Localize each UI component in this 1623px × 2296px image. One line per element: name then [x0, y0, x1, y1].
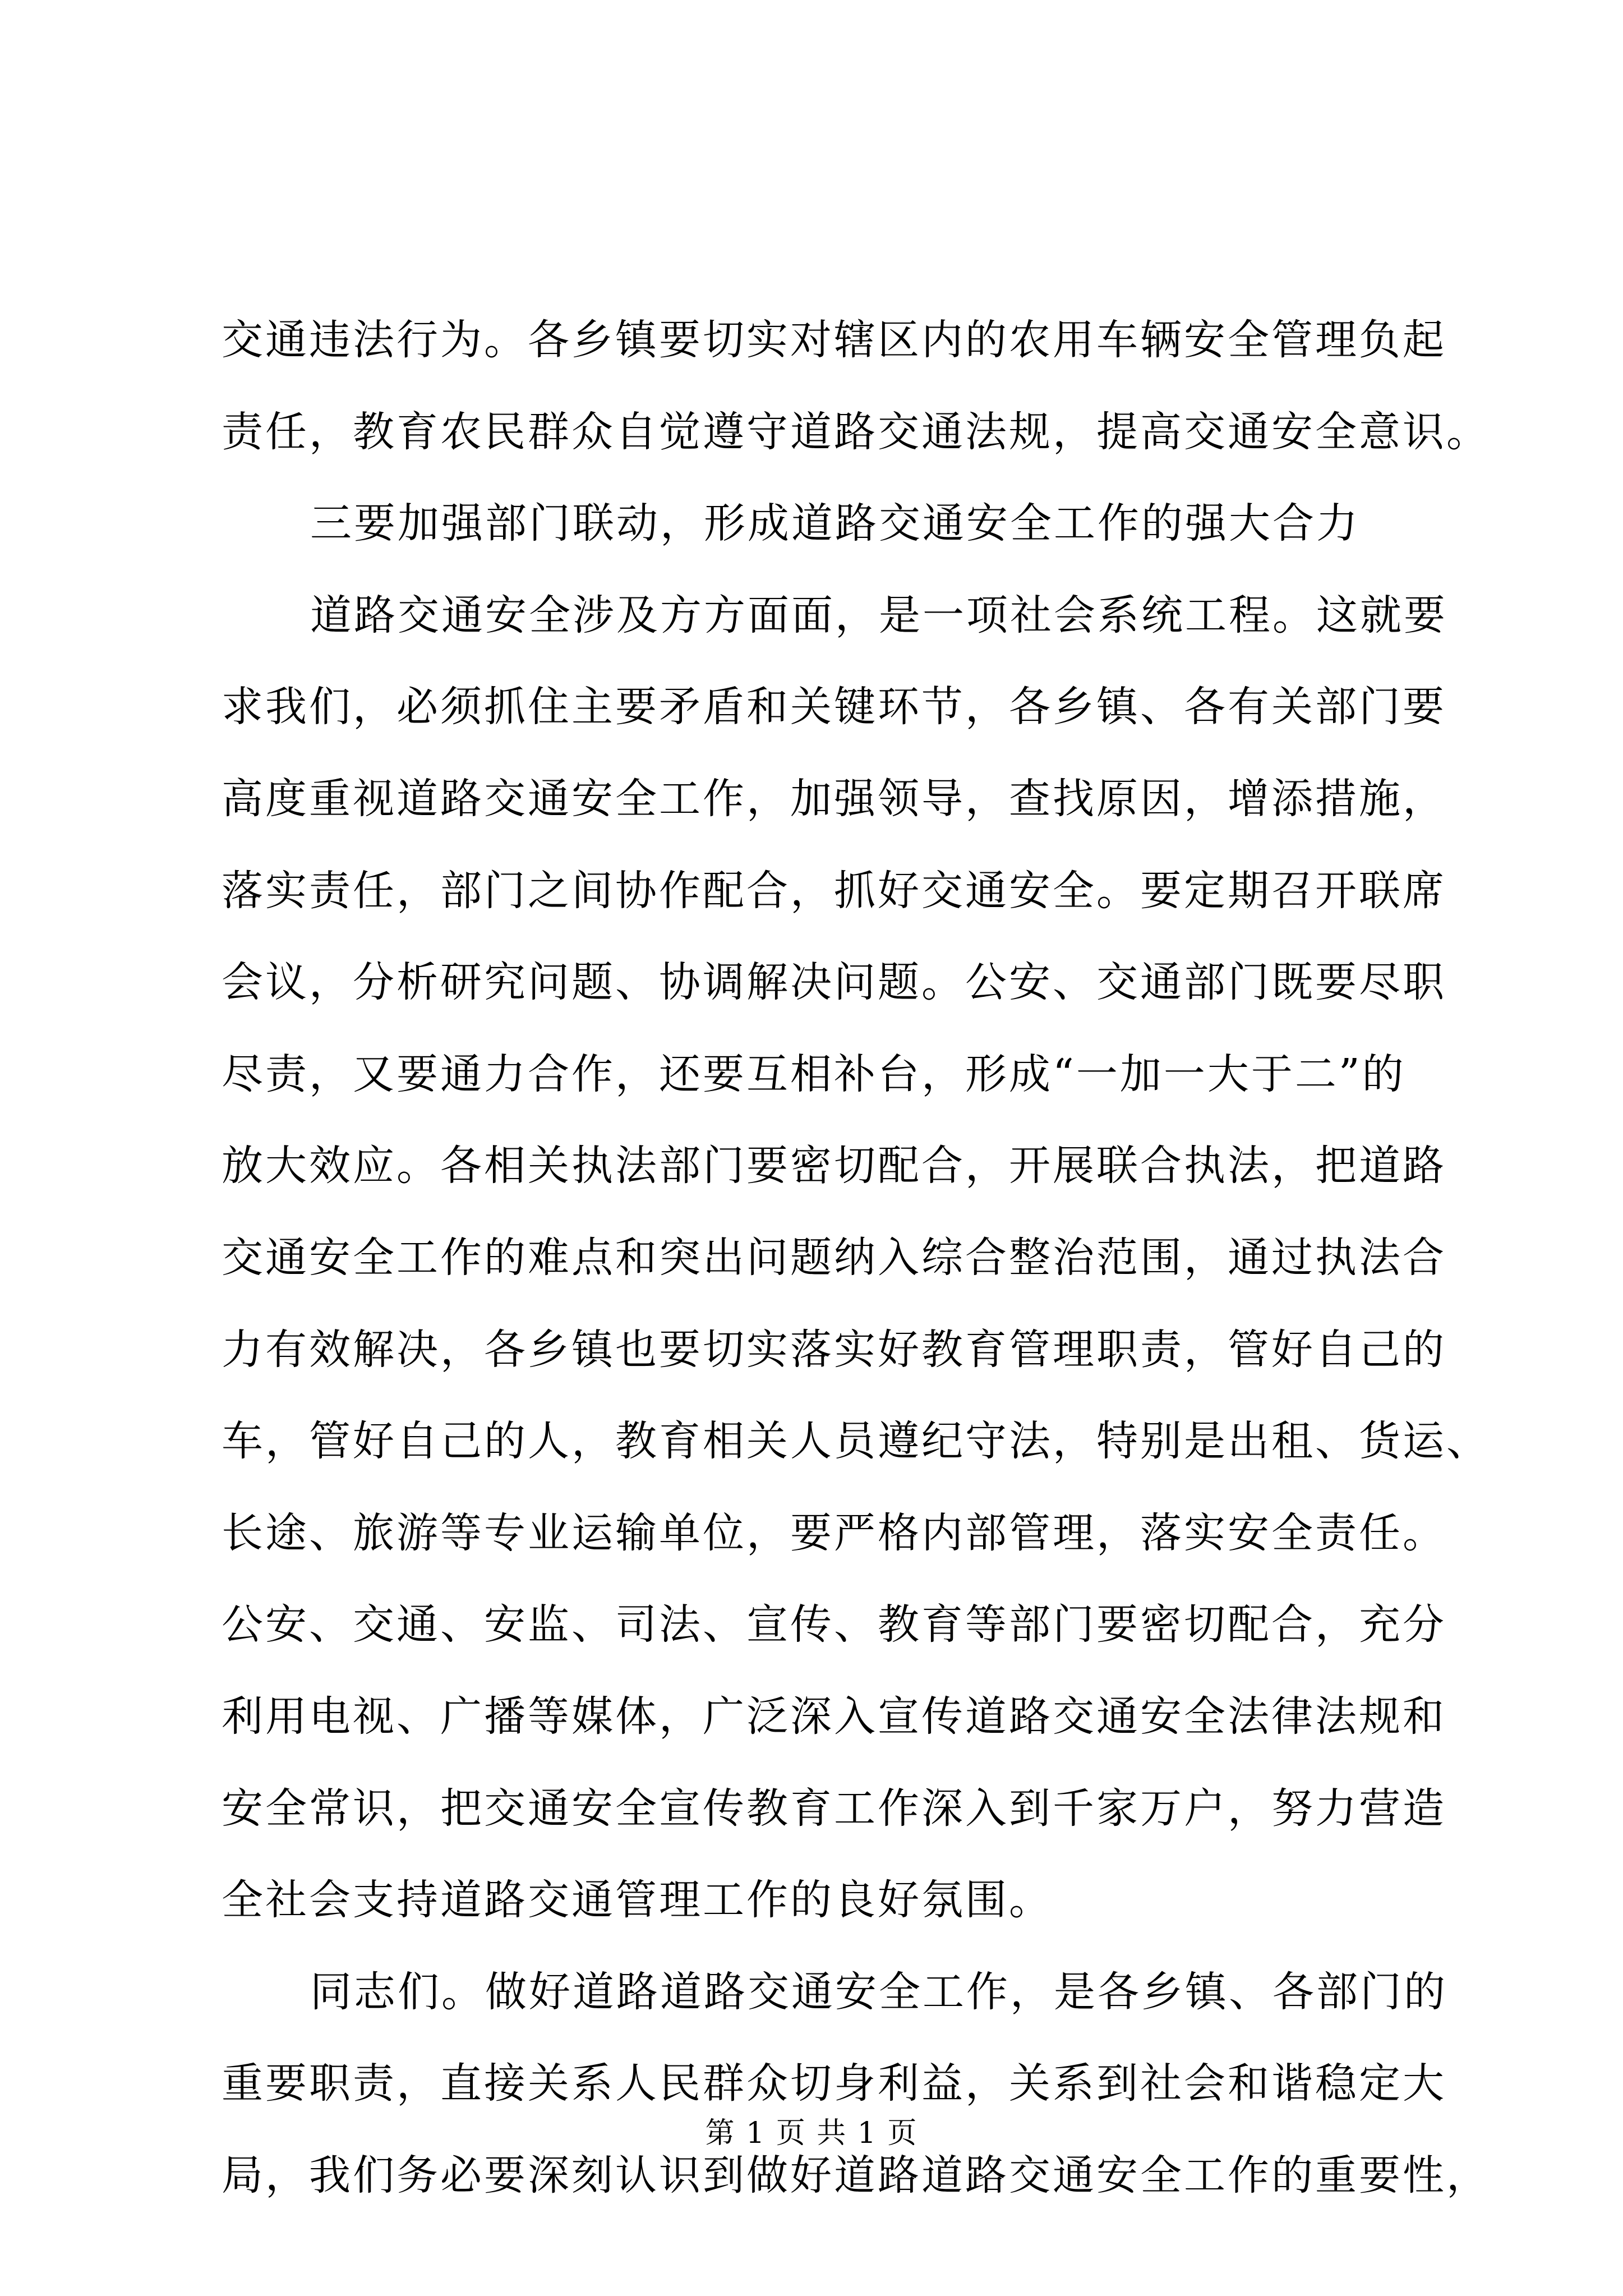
- text-line: 车，管好自己的人，教育相关人员遵纪守法，特别是出租、货运、: [222, 1417, 1490, 1466]
- text-line: 责任，教育农民群众自觉遵守道路交通法规，提高交通安全意识。: [222, 407, 1490, 456]
- text-line: 求我们，必须抓住主要矛盾和关键环节，各乡镇、各有关部门要: [222, 683, 1446, 731]
- text-line: 重要职责，直接关系人民群众切身利益，关系到社会和谐稳定大: [222, 2059, 1446, 2108]
- text-line: 三要加强部门联动，形成道路交通安全工作的强大合力: [310, 499, 1360, 548]
- text-line: 尽责，又要通力合作，还要互相补台，形成“一加一大于二”的: [222, 1050, 1406, 1098]
- text-line: 落实责任，部门之间协作配合，抓好交通安全。要定期召开联席: [222, 866, 1446, 915]
- text-line: 全社会支持道路交通管理工作的良好氛围。: [222, 1876, 1053, 1925]
- text-line: 道路交通安全涉及方方面面，是一项社会系统工程。这就要: [310, 591, 1447, 639]
- document-body: [222, 295, 1490, 2221]
- text-line: 公安、交通、安监、司法、宣传、教育等部门要密切配合，充分: [222, 1600, 1446, 1649]
- text-line: 局，我们务必要深刻认识到做好道路道路交通安全工作的重要性，: [222, 2151, 1490, 2200]
- text-line: 交通安全工作的难点和突出问题纳入综合整治范围，通过执法合: [222, 1233, 1446, 1282]
- text-line: 安全常识，把交通安全宣传教育工作深入到千家万户，努力营造: [222, 1784, 1446, 1833]
- page-footer: 第 1 页 共 1 页: [705, 2116, 918, 2150]
- text-line: 交通违法行为。各乡镇要切实对辖区内的农用车辆安全管理负起: [222, 316, 1446, 364]
- text-line: 高度重视道路交通安全工作，加强领导，查找原因，增添措施，: [222, 774, 1446, 823]
- text-line: 利用电视、广播等媒体，广泛深入宣传道路交通安全法律法规和: [222, 1692, 1446, 1741]
- text-line: 会议，分析研究问题、协调解决问题。公安、交通部门既要尽职: [222, 958, 1446, 1007]
- text-line: 力有效解决，各乡镇也要切实落实好教育管理职责，管好自己的: [222, 1325, 1446, 1374]
- text-line: 同志们。做好道路道路交通安全工作，是各乡镇、各部门的: [310, 1967, 1447, 2016]
- text-line: 长途、旅游等专业运输单位，要严格内部管理，落实安全责任。: [222, 1508, 1446, 1557]
- text-line: 放大效应。各相关执法部门要密切配合，开展联合执法，把道路: [222, 1142, 1446, 1190]
